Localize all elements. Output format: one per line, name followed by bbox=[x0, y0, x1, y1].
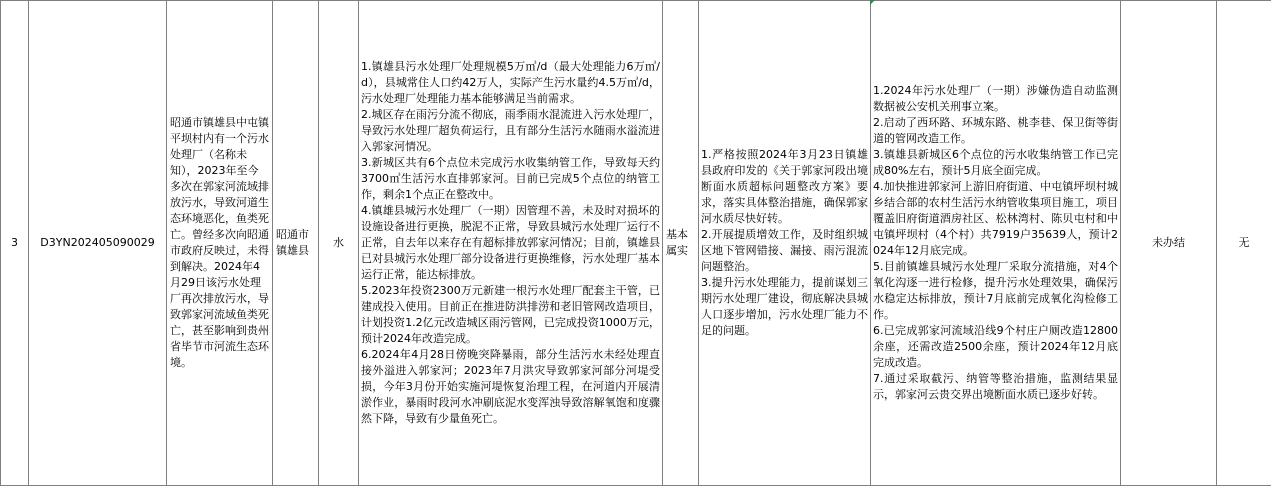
table-row bbox=[1, 1, 1271, 486]
progress-item: 4.加快推进郭家河上游旧府街道、中屯镇坪坝村城乡结合部的农村生活污水纳管收集项目施工，项目覆盖旧府街道酒房社区、松林湾村、陈贝屯村和中屯镇坪坝村（4个村）共7919户35639人，预计2024年12月底完成。 bbox=[873, 180, 1118, 257]
complaint-text: 昭通市镇雄县中屯镇平坝村内有一个污水处理厂（名称未知），2023年至今多次在郭家河流域排放污水，导致河道生态环境恶化，鱼类死亡。曾经多次向昭通市政府反映过，未得到解决。2024年4月29日该污水处理厂再次排放污水，导致郭家河流域鱼类死亡，甚至影响到贵州省毕节市河流生态环境。 bbox=[170, 116, 269, 369]
cell-comment-marker bbox=[870, 0, 875, 5]
accountability-cell[interactable]: 无 bbox=[1217, 1, 1271, 486]
progress-cell[interactable] bbox=[871, 1, 1121, 486]
progress-item: 1.2024年污水处理厂（一期）涉嫌伪造自动监测数据被公安机关刑事立案。 bbox=[873, 84, 1118, 113]
findings-cell[interactable] bbox=[359, 1, 663, 486]
measures-cell[interactable] bbox=[699, 1, 871, 486]
progress-item: 5.目前镇雄县城污水处理厂采取分流措施，对4个氧化沟逐一进行检修，提升污水处理效果，确保污水稳定达标排放，预计7月底前完成氧化沟检修工作。 bbox=[873, 260, 1118, 321]
verdict-text: 基本属实 bbox=[666, 228, 688, 257]
status-cell[interactable]: 未办结 bbox=[1121, 1, 1217, 486]
location-text: 昭通市镇雄县 bbox=[276, 228, 309, 257]
measure-item: 1.严格按照2024年3月23日镇雄县政府印发的《关于郭家河段出境断面水质超标问题整改方案》要求，落实具体整治措施，确保郭家河水质尽快好转。 bbox=[701, 148, 868, 225]
location-cell[interactable] bbox=[273, 1, 319, 486]
finding-item: 6.2024年4月28日傍晚突降暴雨，部分生活污水未经处理直接外溢进入郭家河；2023年7月洪灾导致郭家河部分河堤受损，今年3月份开始实施河堤恢复治理工程，在河道内开展清淤作业，暴雨时段河水冲刷底泥水变浑浊导致溶解氧饱和度骤然下降，导致有少量鱼死亡。 bbox=[361, 348, 660, 425]
finding-item: 3.新城区共有6个点位未完成污水收集纳管工作，导致每天约3700㎥生活污水直排郭家河。目前已完成5个点位的纳管工作，剩余1个点正在整改中。 bbox=[361, 156, 660, 201]
complaint-cell[interactable] bbox=[167, 1, 273, 486]
progress-item: 2.启动了西环路、环城东路、桃李巷、保卫街等街道的管网改造工作。 bbox=[873, 116, 1118, 145]
finding-item: 1.镇雄县污水处理厂处理规模5万㎥/d（最大处理能力6万㎥/d），县城常住人口约42万人，实际产生污水量约4.5万㎥/d，污水处理厂处理能力基本能够满足当前需求。 bbox=[361, 60, 660, 105]
progress-item: 7.通过采取截污、纳管等整治措施，监测结果显示，郭家河云贵交界出境断面水质已逐步好转。 bbox=[873, 372, 1118, 401]
category-cell[interactable]: 水 bbox=[319, 1, 359, 486]
row-index-cell[interactable]: 3 bbox=[1, 1, 29, 486]
progress-item: 3.镇雄县新城区6个点位的污水收集纳管工作已完成80%左右，预计5月底全面完成。 bbox=[873, 148, 1118, 177]
case-code-cell[interactable]: D3YN202405090029 bbox=[29, 1, 167, 486]
verdict-cell[interactable] bbox=[663, 1, 699, 486]
measure-item: 2.开展提质增效工作，及时组织城区地下管网错接、漏接、雨污混流问题整治。 bbox=[701, 228, 868, 273]
measure-item: 3.提升污水处理能力，提前谋划三期污水处理厂建设，彻底解决县城人口逐步增加，污水处理厂能力不足的问题。 bbox=[701, 276, 868, 337]
finding-item: 5.2023年投资2300万元新建一根污水处理厂配套主干管，已建成投入使用。目前正在推进防洪排涝和老旧管网改造项目，计划投资1.2亿元改造城区雨污管网，已完成投资1000万元，预计2024年改造完成。 bbox=[361, 284, 660, 345]
progress-item: 6.已完成郭家河流域沿线9个村庄户厕改造12800余座，还需改造2500余座，预计2024年12月底完成改造。 bbox=[873, 324, 1118, 369]
finding-item: 4.镇雄县城污水处理厂（一期）因管理不善，未及时对损坏的设施设备进行更换，脱泥不正常，导致县城污水处理厂运行不正常，自去年以来存在有超标排放郭家河情况；目前，镇雄县已对县城污水处理厂部分设备进行更换维修，污水处理厂基本运行正常，能达标排放。 bbox=[361, 204, 660, 281]
finding-item: 2.城区存在雨污分流不彻底，雨季雨水混流进入污水处理厂，导致污水处理厂超负荷运行，且有部分生活污水随雨水溢流进入郭家河情况。 bbox=[361, 108, 660, 153]
